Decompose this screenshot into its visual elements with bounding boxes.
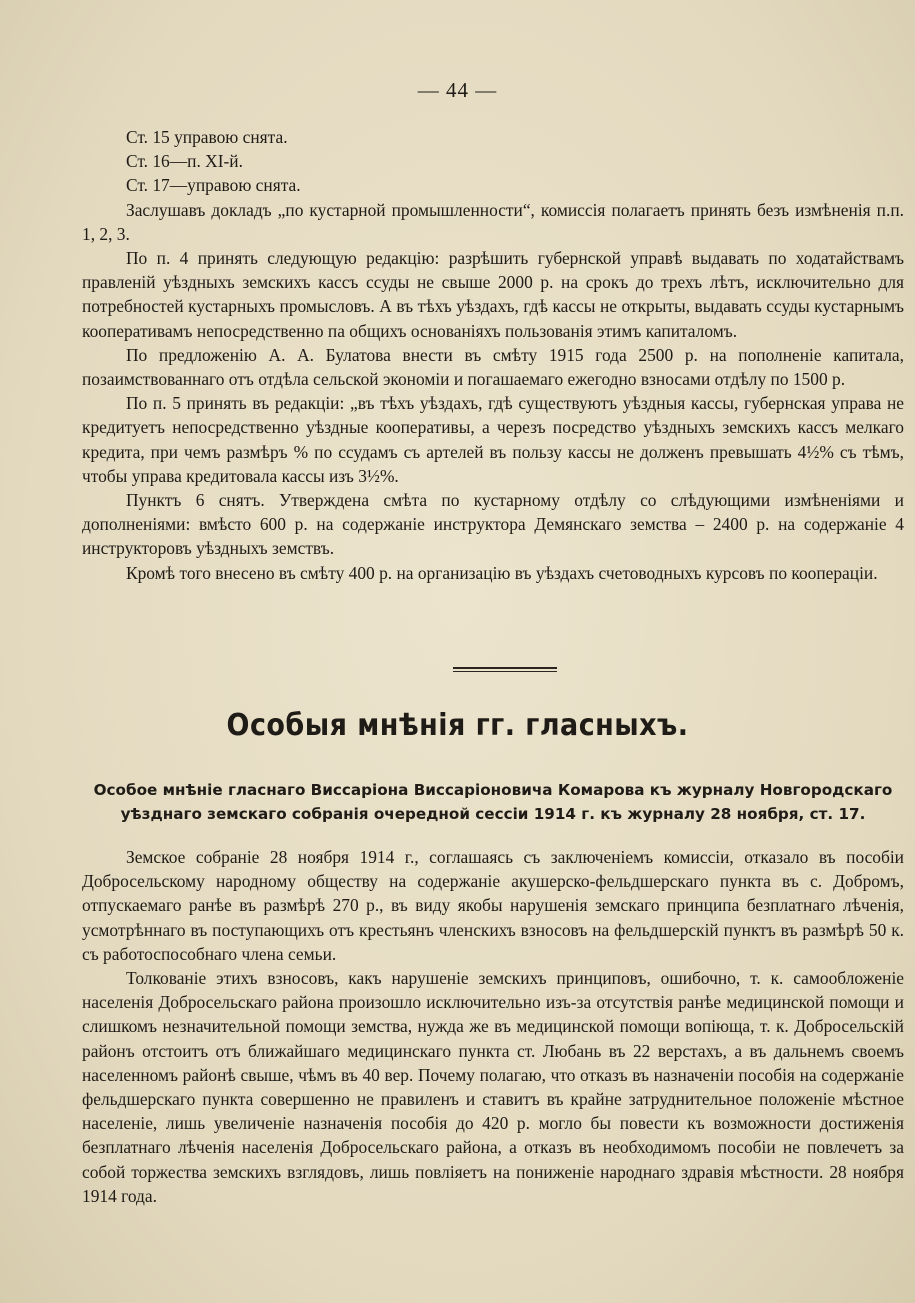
paragraph: Толкованіе этихъ взносовъ, какъ нарушеніе земскихъ принциповъ, ошибочно, т. к. самообложеніе населенія Добросельскаго района произошло исключительно изъ-за отсутствія ранѣе медицинской помощи и слишкомъ незначительной помощи земства, нужда же въ медицинской помощи вопіюща, т. к. Добросельскій районъ отстоитъ отъ ближайшаго медицинскаго пункта ст. Любань въ 22 верстахъ, а въ дальнемъ своемъ населенномъ районѣ свыше, чѣмъ въ 40 вер. Почему полагаю, что отказъ въ назначеніи пособія на содержаніе фельдшерскаго пункта совершенно не правиленъ и ставитъ въ крайне затруднительное положеніе мѣстное населеніе, лишь увеличеніе назначенія пособія до 420 р. могло бы повести къ возможности достиженія безплатнаго лѣченія населенія Добросельскаго района, а отказъ въ необходимомъ пособіи не повлечетъ за собой торжества земскихъ взглядовъ, лишь повліяетъ на пониженіе народнаго здравія мѣстности. 28 ноября 1914 года. bbox=[82, 968, 904, 1206]
paragraph: По п. 4 принять следующую редакцію: разрѣшить губернской управѣ выдавать по ходатайствамъ правленій уѣздныхъ земскихъ кассъ ссуды не свыше 2000 р. на срокъ до трехъ лѣтъ, исключительно для потребностей кустарныхъ промысловъ. А въ тѣхъ уѣздахъ, гдѣ кассы не открыты, выдавать ссуды кустарнымъ кооперативамъ непосредственно па общихъ основаніяхъ пользованія этимъ капиталомъ. bbox=[82, 248, 904, 341]
commission-text bbox=[82, 125, 904, 585]
paragraph: По п. 5 принять въ редакціи: „въ тѣхъ уѣздахъ, гдѣ существуютъ уѣздныя кассы, губернская управа не кредитуетъ непосредственно уѣздные кооперативы, а черезъ посредство уѣздныхъ земскихъ кассъ мелкаго кредита, при чемъ размѣръ % по ссудамъ съ артелей въ пользу кассы не долженъ превышать 4½% съ тѣмъ, чтобы управа кредитовала кассы изъ 3½%. bbox=[82, 393, 904, 486]
section-divider bbox=[453, 667, 557, 672]
paragraph: Ст. 15 управою снята. bbox=[126, 127, 288, 147]
section-title: Особыя мнѣнія гг. гласныхъ. bbox=[226, 708, 689, 743]
page-number: — 44 — bbox=[417, 78, 498, 102]
paragraph: Заслушавъ докладъ „по кустарной промышленности“, комиссія полагаетъ принять безъ измѣненія п.п. 1, 2, 3. bbox=[82, 199, 904, 244]
paragraph: Ст. 17—управою снята. bbox=[126, 175, 301, 196]
opinion-heading: Особое мнѣніе гласнаго Виссаріона Виссаріоновича Комарова къ журналу Новгородскаго уѣзднаго земскаго собранія очередной сессіи 1914 г. къ журналу 28 ноября, ст. 17. bbox=[93, 781, 893, 823]
paragraph: Ст. 16—п. XI-й. bbox=[126, 151, 243, 172]
paragraph: Пунктъ 6 снятъ. Утверждена смѣта по кустарному отдѣлу со слѣдующими измѣненіями и дополненіями: вмѣсто 600 р. на содержаніе инструктора Демянскаго земства – 2400 р. на содержаніе 4 инструкторовъ уѣздныхъ земствъ. bbox=[82, 490, 904, 559]
paragraph: Кромѣ того внесено въ смѣту 400 р. на организацію въ уѣздахъ счетоводныхъ курсовъ по коопераціи. bbox=[126, 562, 878, 583]
paragraph: Земское собраніе 28 ноября 1914 г., соглашаясь съ заключеніемъ комиссіи, отказало въ пособіи Добросельскому народному обществу на содержаніе акушерско-фельдшерскаго пункта въ с. Добромъ, отпускаемаго ранѣе въ размѣрѣ 270 р., въ виду якобы нарушенія земскаго принципа безплатнаго лѣченія, усмотрѣннаго въ поступающихъ отъ крестьянъ членскихъ взносовъ на фельдшерскій пунктъ въ размѣрѣ 50 к. съ работоспособнаго члена семьи. bbox=[82, 847, 904, 964]
paragraph: По предложенію А. А. Булатова внести въ смѣту 1915 года 2500 р. на пополненіе капитала, позаимствованнаго отъ отдѣла сельской экономіи и погашаемаго ежегодно взносами отдѣлу по 1500 р. bbox=[82, 344, 904, 390]
opinion-text bbox=[82, 845, 904, 1208]
